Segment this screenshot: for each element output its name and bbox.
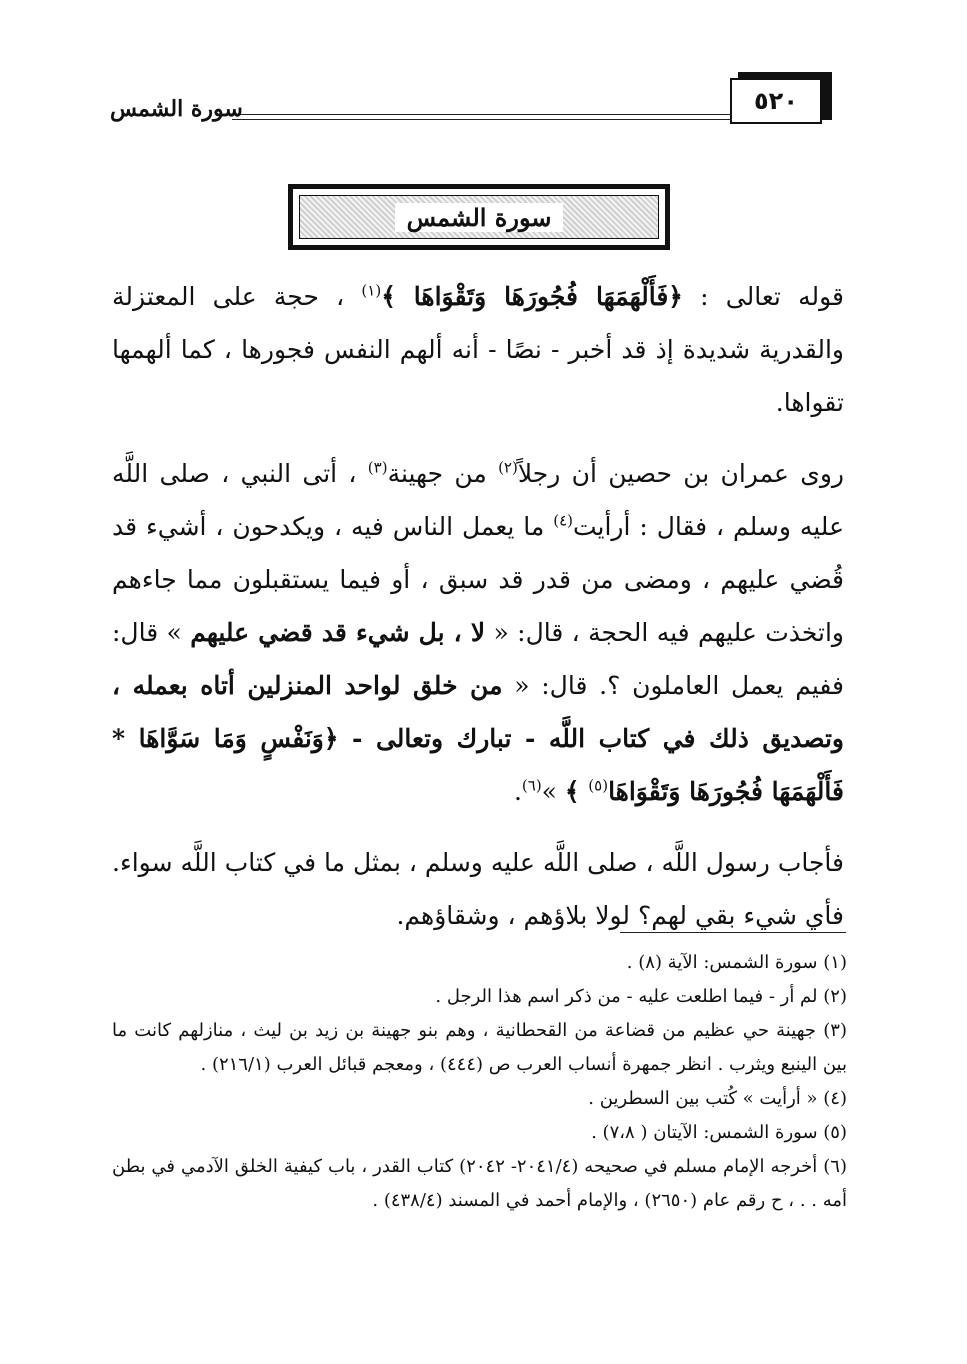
footnote-text: أخرجه الإمام مسلم في صحيحه (٢٠٤١/٤- ٢٠٤٢) كتاب القدر ، باب كيفية الخلق الآدمي في بطن أمه . . ، ح رقم عام (٢٦٥٠) ، والإمام أحمد في المسند (٤٣٨/٤) . xyxy=(112,1156,847,1211)
quran-verse-end: ﴾ xyxy=(564,777,589,806)
footnote-text: سورة الشمس: الآيتان ( ٧،٨) . xyxy=(591,1122,818,1143)
p2-text-6: » xyxy=(541,777,565,806)
footnote-1 xyxy=(112,946,847,980)
paragraph-1 xyxy=(112,270,844,429)
footnote-text: لم أر - فيما اطلعت عليه - من ذكر اسم هذا الرجل . xyxy=(435,986,818,1007)
footnote-ref: (٤) xyxy=(553,511,573,530)
footnote-number: (٢) xyxy=(823,986,847,1007)
p2-text-5: » قال: ففيم يعمل العاملون ؟. قال: « xyxy=(112,618,844,700)
p2-text-1: روى عمران بن حصين أن رجلاً xyxy=(517,459,844,488)
p2-text-7: . xyxy=(513,777,522,806)
paragraph-3: فأجاب رسول اللَّه ، صلى اللَّه عليه وسلم ، بمثل ما في كتاب اللَّه سواء. فأي شيء بقي لهم؟ لولا بلاؤهم ، وشقاؤهم. xyxy=(112,848,844,930)
footnote-ref: (١) xyxy=(361,281,382,300)
hadith-text-2: من خلق لواحد المنزلين أتاه بعمله ، وتصديق ذلك في كتاب اللَّه - تبارك وتعالى - xyxy=(112,671,845,753)
surah-title-frame xyxy=(299,195,659,239)
hadith-text-1: لا ، بل شيء قد قضي عليهم xyxy=(190,618,486,647)
footnote-4 xyxy=(112,1082,847,1116)
footnote-number: (٥) xyxy=(823,1122,847,1143)
footnote-2 xyxy=(112,980,847,1014)
p1-text-1: قوله تعالى : xyxy=(682,282,844,311)
footnote-ref: (٦) xyxy=(521,776,542,795)
footnote-text: سورة الشمس: الآية (٨) . xyxy=(626,952,818,973)
footnote-text: « أرأيت » كُتب بين السطرين . xyxy=(588,1088,818,1109)
footnote-number: (٣) xyxy=(823,1020,847,1041)
footnote-5 xyxy=(112,1116,847,1150)
quran-verse: ﴿وَنَفْسٍ وَمَا سَوَّاهَا * فَأَلْهَمَهَا فُجُورَهَا وَتَقْوَاهَا xyxy=(112,724,844,806)
footnote-number: (١) xyxy=(823,952,847,973)
footnote-number: (٦) xyxy=(823,1156,847,1177)
footnote-separator xyxy=(620,932,846,933)
footnotes xyxy=(112,946,847,1218)
p2-text-2: من جهينة xyxy=(387,459,499,488)
paragraph-2 xyxy=(112,447,844,818)
p2-text-4: ما يعمل الناس فيه ، ويكدحون ، أشيء قد قُضي عليهم ، ومضى من قدر قد سبق ، أو فيما يستقبلون مما جاءهم واتخذت عليهم فيه الحجة ، قال: « xyxy=(112,512,845,647)
page-number: ٥٢٠ xyxy=(730,78,822,124)
footnote-3 xyxy=(112,1014,847,1082)
footnote-ref: (٣) xyxy=(367,458,388,477)
quran-verse: ﴿فَأَلْهَمَهَا فُجُورَهَا وَتَقْوَاهَا ﴾ xyxy=(381,282,683,311)
page-number-box xyxy=(730,72,832,126)
p1-text-2: ، حجة على المعتزلة والقدرية شديدة إذ قد أخبر - نصًا - أنه ألهم النفس فجورها ، كما ألهمها تقواها. xyxy=(112,282,844,417)
header-double-rule xyxy=(232,114,732,120)
footnote-text: جهينة حي عظيم من قضاعة من القحطانية ، وهم بنو جهينة بن زيد بن ليث ، منازلهم كانت ما بين الينبع ويثرب . انظر جمهرة أنساب العرب ص (٤٤٤) ، ومعجم قبائل العرب (٢١٦/١) . xyxy=(112,1020,847,1075)
surah-title: سورة الشمس xyxy=(395,203,564,232)
footnote-6 xyxy=(112,1150,847,1218)
footnote-number: (٤) xyxy=(823,1088,847,1109)
main-text xyxy=(112,270,844,942)
surah-title-box xyxy=(288,184,670,250)
p2-text-3: ، أتى النبي ، صلى اللَّه عليه وسلم ، فقال : أرأيت xyxy=(112,459,844,541)
footnote-ref: (٥) xyxy=(588,776,609,795)
running-title: سورة الشمس xyxy=(110,96,243,122)
footnote-ref: (٢) xyxy=(498,458,518,477)
